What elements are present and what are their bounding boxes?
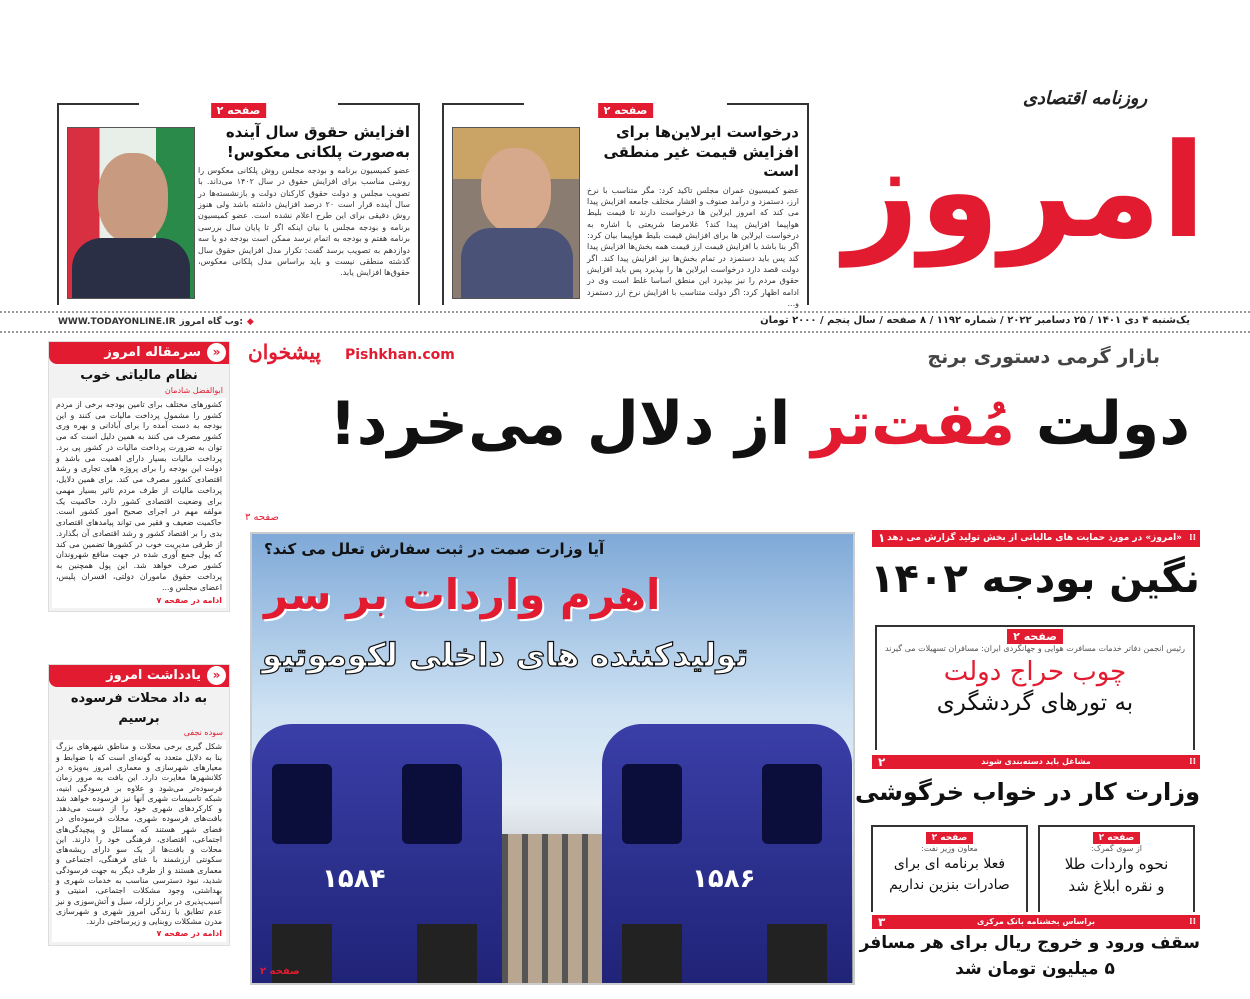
page-badge: صفحه ۲ (926, 832, 974, 844)
teaser-body: عضو کمیسیون عمران مجلس تاکید کرد: مگر متناسب با نرخ ارز، دستمزد و درآمد صنوف و اقشار مختلف جامعه افزایش پیدا می کند که امروز ایرلاین ها درخواست دارند تا قیمت بلیط هواپیما افزایش پیدا کند؟ غلامرضا شریعتی با اشاره به درخواست ایرلاین ها برای افزایش قیمت بلیط هواپیما بیان کرد: اگر بنا باشد با افزایش قیمت ارز قیمت همه بخش‌ها افزایش پیدا کند پس باید دستمزد در تمام بخش‌ها نیز افزایش پیدا کند. اگر دولت قصد دارد درخواست ایرلاین ها را بپذیرد پس باید افزایش حقوق مردم را نیز بپذیرد این منطق اساسا غلط است وی در ادامه اظهار کرد: اگر دولت متناسب با افزایش نرخ ارز دستمزد و... (587, 185, 799, 309)
section-strip-2: ⁞⁞ مشاغل باید دسته‌بندی شوند ۲ (872, 755, 1200, 769)
watermark-url: Pishkhan.com (345, 347, 455, 363)
editorial-box (48, 341, 230, 612)
teaser-body: عضو کمیسیون برنامه و بودجه مجلس روش پلکانی معکوس را روشی مناسب برای افزایش حقوق در سال ۱۴۰۲ می‌داند. با تصویب مجلس و دولت حقوق کارکنان دولت و بازنشسته‌ها در سال آینده قرار است ۲۰ درصد افزایش داشته باشد ولی هنوز روش دقیقی برای این طرح اعلام نشده است. عضو کمیسیون برنامه و بودجه مجلس با بیان اینکه اگر تا پایان سال بررسی برنامه هفتم و بودجه به اتمام نرسد ممکن است بودجه دو یا سه دوازدهم به تصویب برسد گفت: تکرار مدل افزایش حقوق سال گذشته منطقی نیست و باید براساس مدل پلکانی معکوس، حقوق‌ها افزایش یابد. (198, 166, 410, 278)
teaser-title: افزایش حقوق سال آینده به‌صورت پلکانی معکوس! (225, 123, 410, 161)
teaser-salaries[interactable] (57, 103, 420, 305)
headline-rial-cap[interactable]: سقف ورود و خروج ریال برای هر مسافر (859, 933, 1200, 953)
section-strip-1: ⁞⁞ «امروز» در مورد حمایت های مالیاتی از بخش تولید گزارش می دهد ۱ (872, 530, 1200, 547)
page-badge: صفحه ۲ (1007, 629, 1063, 644)
train-left: ۱۵۸۴ (252, 724, 502, 985)
page-link[interactable]: صفحه ۳ (245, 512, 279, 523)
editorial-title: نظام مالیاتی خوب (80, 368, 198, 383)
teaser-title: درخواست ایرلاین‌ها برای افزایش قیمت غیر منطقی است (603, 123, 799, 180)
continued-link[interactable]: ادامه در صفحه ۷ (156, 929, 222, 939)
divider (0, 331, 1250, 333)
website-label: وب گاه امروز: (179, 317, 244, 327)
gold-import-box[interactable]: صفحه ۲ از سوی گمرک: نحوه واردات طلا و نقره ابلاغ شد (1038, 825, 1195, 912)
divider (0, 311, 1250, 313)
note-body: شکل گیری برخی محلات و مناطق شهرهای بزرگ بنا به دلایل متعدد به گونه‌ای است که با ضوابط و معیارهای شهرسازی و معماری امروز به‌ویژه در کلانشهرها مغایرت دارد. این بافت به مرور زمان فرسوده‌تر می‌شود و علاوه بر فرسودگی ابنیه، شبکه تاسیسات شهری آنها نیز فرسوده خواهد شد و کارکردهای شهری خود را از دست می‌دهد. بافت‌های فرسوده شهری، محلات فرسوده‌ای در فضای شهر هستند که مسائل و پیچیدگی‌های اجتماعی، اقتصادی، فرهنگی خود را دارند. این محلات و بافت‌ها از یک سو دارای ریشه‌های سکونتی ارزشمند با غنای فرهنگی، اجتماعی و معماری هستند و از طرف دیگر به جهت فرسودگی شدید، نبود دسترسی مناسب به خدمات شهری و بهداشتی، وجود مشکلات اجتماعی، امنیتی و آسیب‌پذیری در برابر زلزله، سیل و آتش‌سوزی و نیز عدم تطابق با زندگی امروز شهری و شهرسازی مدرن مشکلات روبنایی و زیرساختی دارند. ادامه در صفحه ۷ (52, 740, 226, 942)
page-badge: صفحه ۲ (211, 103, 267, 118)
teaser-airlines[interactable] (442, 103, 809, 309)
portrait-photo (67, 127, 195, 299)
lead-headline[interactable]: دولت مُفت‌تر از دلال می‌خرد! (329, 389, 1190, 459)
gasoline-export-box[interactable]: صفحه ۲ معاون وزیر نفت: فعلا برنامه ای برای صادرات بنزین نداریم (871, 825, 1028, 912)
author: ابوالفضل شادمان (164, 385, 223, 395)
tour-kicker: رئیس انجمن دفاتر خدمات مسافرت هوایی و جهانگردی ایران: مسافران تسهیلات می گیرند (885, 644, 1185, 653)
portrait-photo (452, 127, 580, 299)
page-link[interactable]: صفحه ۲ (260, 966, 300, 977)
watermark-logo: پیشخوان (248, 340, 321, 364)
train-right: ۱۵۸۶ (602, 724, 852, 985)
continued-link[interactable]: ادامه در صفحه ۷ (156, 596, 222, 606)
tour-headline: به تورهای گردشگری (936, 689, 1134, 716)
photo-headline-1: اهرم واردات بر سر (264, 570, 661, 619)
section-header: « یادداشت امروز (49, 665, 229, 687)
masthead-tagline: روزنامه اقتصادی (1022, 88, 1148, 109)
author: سوده نجفی (183, 728, 223, 737)
rail-tracks (482, 834, 622, 985)
photo-question: آیا وزارت صمت در ثبت سفارش تعلل می کند؟ (264, 540, 605, 558)
tour-headline-red: چوب حراج دولت (943, 657, 1127, 688)
tour-box[interactable] (875, 625, 1195, 750)
page-badge: صفحه ۲ (1093, 832, 1141, 844)
note-title: به داد محلات فرسوده برسیم (70, 691, 208, 726)
website-url[interactable]: WWW.TODAYONLINE.IR (58, 317, 176, 327)
website-link[interactable]: WWW.TODAYONLINE.IR وب گاه امروز: ◆ (58, 317, 254, 327)
note-box (48, 664, 230, 946)
double-chevron-icon: « (207, 666, 226, 685)
section-header: « سرمقاله امروز (49, 342, 229, 364)
page-badge: صفحه ۲ (598, 103, 654, 118)
editorial-body: کشورهای مختلف برای تامین بودجه برخی از مردم کشور را مشمول پرداخت مالیات می کنند و این بودجه به دست آمده را برای آبادانی و بهره وری کشور مصرف می کنند به همین دلیل است که می توان به ضرورت پرداخت مالیات در کشور پی برد. پرداخت مالیات بسیار دارای اهمیت می باشد و دولت این بودجه را برای پروژه های تجاری و رشد اقتصادی کشور مصرف می کند. برای همین دلایل، پرداخت مالیات از طرف مردم تاثیر بسیار مهمی برای وضعیت اقتصادی کشور دارد. حاکمیت یک مولفه مهم در اجرای صحیح امور کشور است. حاکمیت ضعیف و فقیر می تواند پیامدهای اقتصادی بدی را بر اقتصاد کشور و رشد اقتصادی آن بگذارد. از طرفی مدیریت خوب در کشورها تضمین می کند که پول جمع آوری شده در جهت منافع شهروندان کشور صرف خواهد شد. این پول همچنین به پرداخت حقوق ماموران دولتی، افسران پلیس، اعضای مجلس و... ادامه در صفحه ۷ (52, 398, 226, 609)
lead-kicker: بازار گرمی دستوری برنج (927, 346, 1160, 368)
dateline: یک‌شنبه ۴ دی ۱۴۰۱ / ۲۵ دسامبر ۲۰۲۲ / شماره ۱۱۹۲ / ۸ صفحه / سال پنجم / ۲۰۰۰ تومان (760, 315, 1190, 326)
headline-budget[interactable]: نگین بودجه ۱۴۰۲ (870, 556, 1200, 602)
headline-labor-ministry[interactable]: وزارت کار در خواب خرگوشی (854, 778, 1200, 806)
section-strip-3: ⁞⁞ براساس بخشنامه بانک مرکزی ۳ (872, 915, 1200, 929)
photo-headline-2: تولیدکننده های داخلی لکوموتیو (262, 636, 749, 674)
headline-rial-cap-2: ۵ میلیون تومان شد (955, 959, 1115, 979)
masthead-logo: امروز (844, 115, 1206, 267)
photo-story[interactable] (250, 532, 855, 985)
double-chevron-icon: « (207, 343, 226, 362)
